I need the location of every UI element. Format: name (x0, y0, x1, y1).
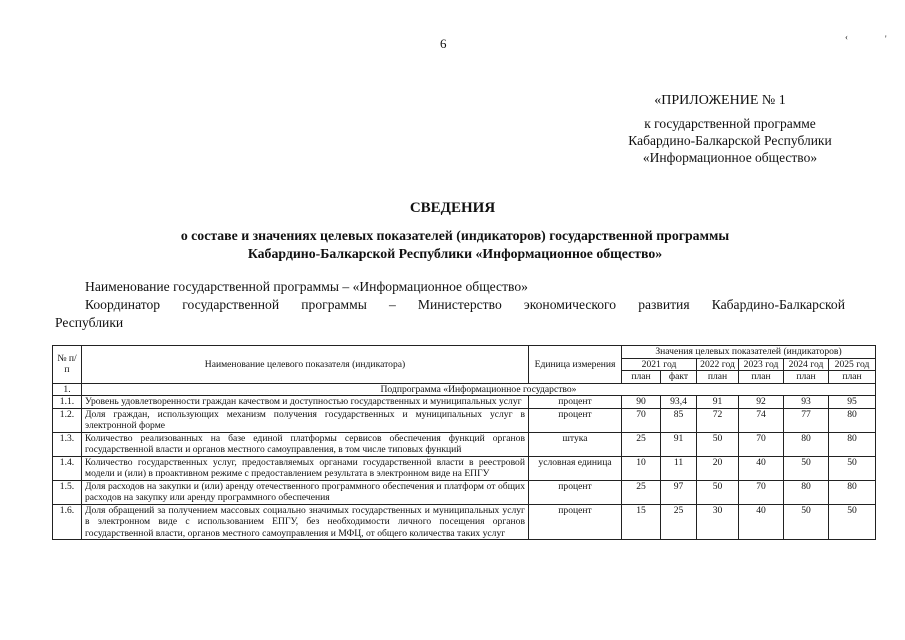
row-value: 72 (697, 408, 739, 432)
row-value: 40 (739, 504, 784, 540)
document-title: СВЕДЕНИЯ (409, 200, 496, 216)
row-value: 97 (661, 480, 697, 504)
row-num: 1.5. (53, 480, 82, 504)
annex-block (590, 115, 870, 166)
row-value: 15 (622, 504, 661, 540)
header-plan: план (622, 371, 661, 384)
row-value: 25 (661, 504, 697, 540)
indicators-table (52, 345, 876, 540)
annex-line-3: «Информационное общество» (642, 150, 818, 165)
row-name: Доля расходов на закупки и (или) аренду отечественного программного обеспечения и платформ от общих расходов на закупку или аренду программного обеспечения (82, 480, 529, 504)
row-value: 50 (829, 456, 876, 480)
table-row (53, 432, 876, 456)
row-value: 80 (829, 432, 876, 456)
row-value: 50 (697, 480, 739, 504)
row-name: Количество государственных услуг, предоставляемых органами государственной власти в реестровой модели и (или) в проактивном режиме с предоставлением результата в электронном виде на ЕПГУ (82, 456, 529, 480)
row-value: 50 (829, 504, 876, 540)
row-num: 1.2. (53, 408, 82, 432)
table-row (53, 408, 876, 432)
row-unit: процент (529, 408, 622, 432)
row-num: 1.6. (53, 504, 82, 540)
row-value: 11 (661, 456, 697, 480)
row-unit: штука (529, 432, 622, 456)
row-value: 93 (784, 396, 829, 409)
subtitle-line-2: Кабардино-Балкарской Республики «Информационное общество» (247, 246, 663, 261)
header-values: Значения целевых показателей (индикаторов) (622, 346, 876, 359)
section-num: 1. (53, 383, 82, 396)
subtitle-line-1: о составе и значениях целевых показателей (индикаторов) государственной программы (180, 228, 730, 243)
section-title: Подпрограмма «Информационное государство» (82, 383, 876, 396)
header-name: Наименование целевого показателя (индикатора) (82, 346, 529, 384)
row-value: 91 (661, 432, 697, 456)
row-value: 70 (739, 432, 784, 456)
table-row (53, 480, 876, 504)
row-value: 90 (622, 396, 661, 409)
row-value: 80 (784, 480, 829, 504)
page-number: 6 (440, 36, 447, 51)
row-value: 70 (622, 408, 661, 432)
row-unit: процент (529, 396, 622, 409)
row-value: 74 (739, 408, 784, 432)
header-year-2025: 2025 год (829, 358, 876, 371)
row-value: 50 (697, 432, 739, 456)
header-year-2022: 2022 год (697, 358, 739, 371)
header-plan: план (739, 371, 784, 384)
row-value: 80 (829, 408, 876, 432)
corner-mark-2: ' (885, 34, 887, 44)
row-value: 92 (739, 396, 784, 409)
row-name: Уровень удовлетворенности граждан качеством и доступностью государственных и муниципальных услуг (82, 396, 529, 409)
annex-line-1: к государственной программе (644, 116, 816, 131)
corner-mark-1: ‹ (845, 32, 848, 42)
program-name: Наименование государственной программы – «Информационное общество» (85, 279, 528, 294)
row-unit: условная единица (529, 456, 622, 480)
header-year-2023: 2023 год (739, 358, 784, 371)
header-fact: факт (661, 371, 697, 384)
row-value: 50 (784, 504, 829, 540)
header-plan: план (829, 371, 876, 384)
row-num: 1.4. (53, 456, 82, 480)
row-num: 1.3. (53, 432, 82, 456)
row-name: Доля обращений за получением массовых социально значимых государственных и муниципальных услуг в электронном виде с использованием ЕПГУ, без необходимости личного посещения органов государственной власти, органов местного самоуправления и МФЦ, от общего количества таких услуг (82, 504, 529, 540)
row-value: 25 (622, 480, 661, 504)
header-plan: план (784, 371, 829, 384)
row-value: 80 (829, 480, 876, 504)
table-row (53, 504, 876, 540)
header-unit: Единица измерения (529, 346, 622, 384)
header-year-2021: 2021 год (622, 358, 697, 371)
header-year-2024: 2024 год (784, 358, 829, 371)
row-unit: процент (529, 504, 622, 540)
row-value: 85 (661, 408, 697, 432)
table-row (53, 456, 876, 480)
row-name: Количество реализованных на базе единой платформы сервисов обеспечения функций органов государственной власти и органов местного самоуправления, в том числе типовых функций (82, 432, 529, 456)
row-value: 80 (784, 432, 829, 456)
row-value: 20 (697, 456, 739, 480)
row-value: 30 (697, 504, 739, 540)
row-unit: процент (529, 480, 622, 504)
annex-title: «ПРИЛОЖЕНИЕ № 1 (654, 93, 786, 108)
row-value: 91 (697, 396, 739, 409)
row-value: 40 (739, 456, 784, 480)
row-value: 70 (739, 480, 784, 504)
row-value: 10 (622, 456, 661, 480)
row-name: Доля граждан, использующих механизм получения государственных и муниципальных услуг в электронной форме (82, 408, 529, 432)
table-row (53, 396, 876, 409)
corner-marks (845, 32, 887, 44)
row-value: 77 (784, 408, 829, 432)
row-num: 1.1. (53, 396, 82, 409)
row-value: 25 (622, 432, 661, 456)
coordinator-line-1: Координатор государственной программы – Министерство экономического развития Кабардино-Балкарской (85, 297, 845, 312)
document-subtitle (80, 227, 830, 263)
row-value: 93,4 (661, 396, 697, 409)
header-plan: план (697, 371, 739, 384)
row-value: 50 (784, 456, 829, 480)
header-num: № п/п (53, 346, 82, 384)
section-row (53, 383, 876, 396)
row-value: 95 (829, 396, 876, 409)
coordinator-line-2: Республики (55, 315, 124, 330)
annex-line-2: Кабардино-Балкарской Республики (628, 133, 832, 148)
